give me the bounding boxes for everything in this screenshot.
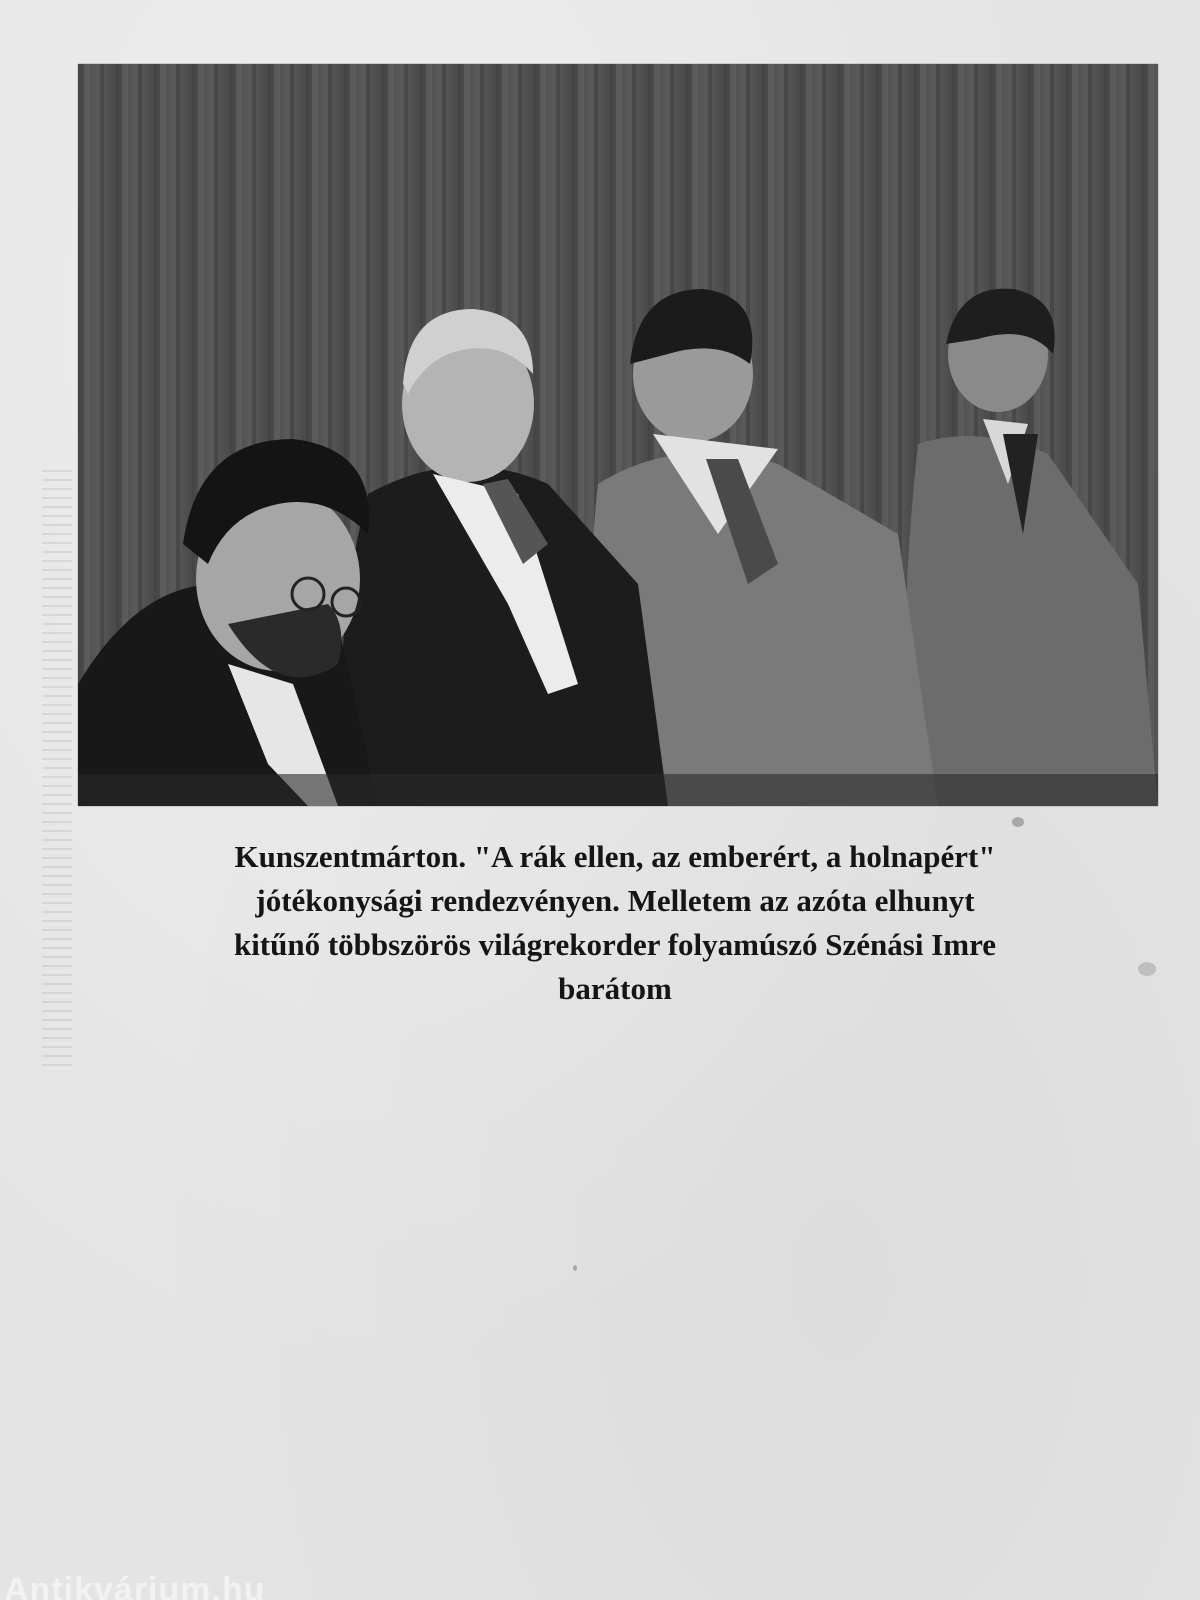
bleed-through-text	[42, 470, 72, 1070]
photo-caption	[120, 835, 1110, 1011]
paper-speck	[573, 1265, 577, 1271]
photo-illustration	[78, 64, 1158, 806]
caption-line-1: Kunszentmárton. "A rák ellen, az emberért, a holnapért"	[234, 839, 996, 874]
caption-line-3: kitűnő többszörös világrekorder folyamúszó Szénási Imre	[233, 927, 997, 962]
paper-speck	[1012, 817, 1024, 827]
paper-speck	[1138, 962, 1156, 976]
caption-line-2: jótékonysági rendezvényen. Melletem az azóta elhunyt	[255, 883, 975, 918]
watermark-text: Antikvárium.hu	[4, 1573, 266, 1600]
caption-line-4: barátom	[558, 971, 672, 1006]
seat-row-shadow	[78, 774, 1158, 806]
photograph	[78, 64, 1158, 806]
